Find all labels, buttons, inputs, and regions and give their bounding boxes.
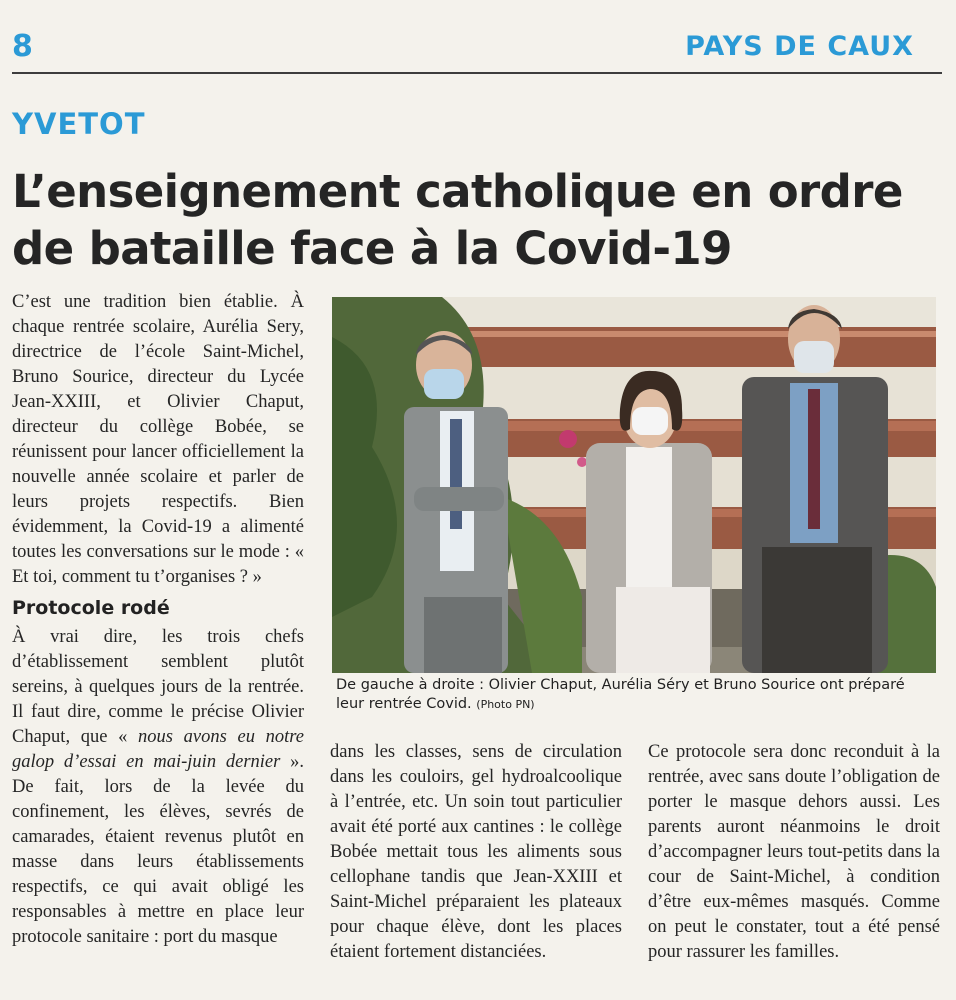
intro-paragraph: C’est une tradition bien établie. À chaque rentrée scolaire, Aurélia Sery, directrice de l’école Saint-Michel, Bruno Sourice, directeur du Lycée Jean-XXIII, et Olivier Chaput, directeur du collège Bobée, se réunissent pour lancer officiellement la nouvelle année scolaire et parler de leurs projets respectifs. Bien évidemment, la Covid-19 a alimenté toutes les conversations sur le mode : « Et toi, comment tu t’organises ? » (12, 292, 304, 587)
body-paragraph-1 (12, 625, 304, 950)
page-number: 8 (12, 29, 33, 64)
photo-credit: (Photo PN) (476, 698, 535, 711)
article-photo (332, 297, 936, 673)
caption-text: De gauche à droite : Olivier Chaput, Aurélia Séry et Bruno Sourice ont préparé leur rentrée Covid. (336, 677, 905, 712)
body-paragraph-3: Ce protocole sera donc reconduit à la rentrée, avec sans doute l’obligation de porter le masque dehors aussi. Les parents auront néanmoins le droit d’accompagner leurs tout-petits dans la cour de Saint-Michel, à condition d’être eux-mêmes masqués. Comme on peut le constater, tout a été pensé pour rassurer les familles. (648, 742, 940, 962)
photo-caption (336, 676, 936, 714)
quote: nous avons eu notre galop d’essai en mai-juin dernier (12, 727, 304, 772)
section-title: PAYS DE CAUX (685, 31, 914, 62)
headline: L’enseignement catholique en ordre de bataille face à la Covid-19 (12, 165, 903, 275)
column-1 (12, 290, 304, 950)
body-1-end: ». De fait, lors de la levée du confinement, les élèves, sevrés de camarades, étaient revenus plutôt en masse dans leurs établissements respectifs, ce qui avait obligé les responsables à mettre en place leur protocole sanitaire : port du masque (12, 752, 304, 947)
column-2 (330, 740, 622, 965)
kicker: YVETOT (12, 107, 146, 141)
top-rule (12, 72, 942, 74)
body-1-start: À vrai dire, les trois chefs d’établissement semblent plutôt sereins, à quelques jours de la rentrée. Il faut dire, comme le précise Olivier Chaput, que « (12, 627, 304, 747)
body-paragraph-2: dans les classes, sens de circulation dans les couloirs, gel hydroalcoolique à l’entrée, etc. Un soin tout particulier avait été porté aux cantines : le collège Bobée mettait tous les aliments sous cellophane tandis que Jean-XXIII et Saint-Michel préparaient les plateaux pour chaque élève, dont les places étaient fortement distanciées. (330, 742, 622, 962)
subhead: Protocole rodé (12, 597, 170, 619)
column-3 (648, 740, 940, 965)
